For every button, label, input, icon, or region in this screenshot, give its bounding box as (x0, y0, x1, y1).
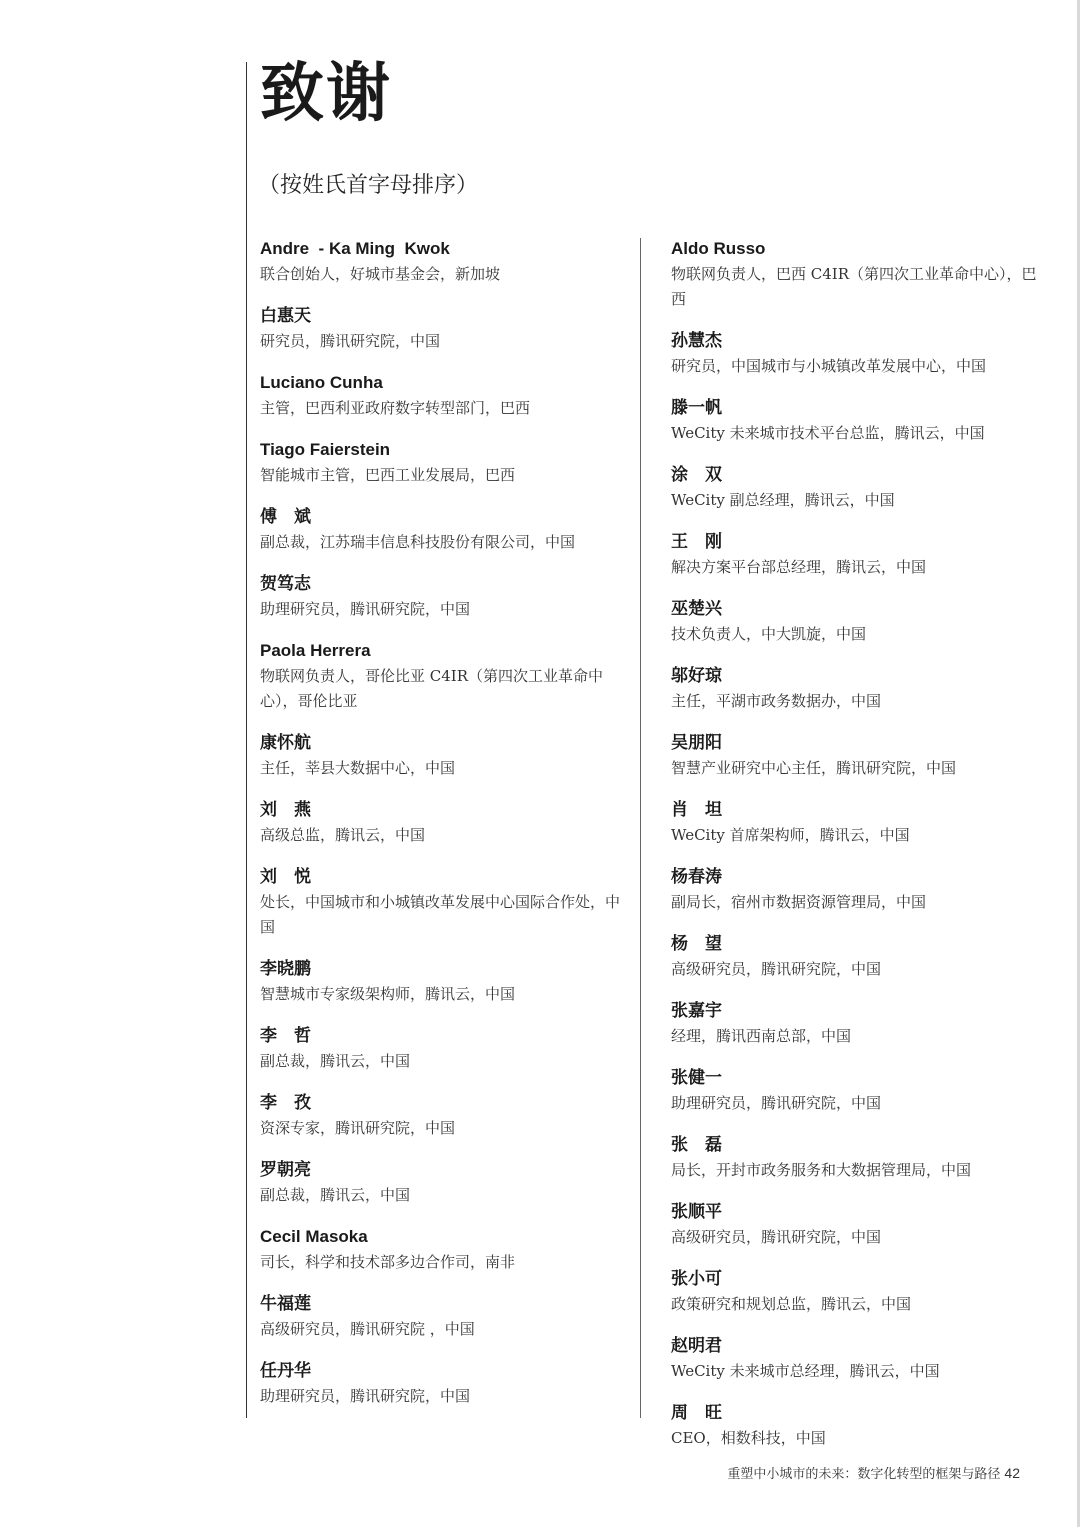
person-name: 张嘉宇 (671, 1001, 722, 1021)
person-entry (671, 1199, 1041, 1250)
person-name: 肖 坦 (671, 800, 722, 820)
person-entry (260, 638, 620, 714)
person-affiliation: CEO，相数科技，中国 (671, 1429, 826, 1447)
person-name: 康怀航 (260, 733, 311, 753)
person-name: Tiago Faierstein (260, 440, 391, 459)
person-affiliation: 智慧城市专家级架构师，腾讯云，中国 (260, 985, 516, 1003)
person-affiliation: WeCity 首席架构师，腾讯云，中国 (671, 826, 910, 844)
person-affiliation: 副总裁，腾讯云，中国 (260, 1186, 411, 1204)
person-affiliation: 高级研究员，腾讯研究院，中国 (671, 960, 882, 978)
person-name: Luciano Cunha (260, 373, 383, 392)
person-name: Paola Herrera (260, 641, 371, 660)
person-name: 李 孜 (260, 1093, 311, 1113)
person-entry (671, 328, 1041, 379)
person-name: 白惠天 (260, 306, 311, 326)
person-affiliation: 高级总监，腾讯云，中国 (260, 826, 426, 844)
person-affiliation: 助理研究员，腾讯研究院，中国 (260, 1387, 471, 1405)
person-affiliation: 主任，莘县大数据中心，中国 (260, 759, 456, 777)
person-name: 罗朝亮 (260, 1160, 311, 1180)
footer-title: 重塑中小城市的未来：数字化转型的框架与路径 (727, 1467, 1001, 1482)
person-name: 张健一 (671, 1068, 722, 1088)
person-name: 杨 望 (671, 934, 722, 954)
person-affiliation: 智慧产业研究中心主任，腾讯研究院，中国 (671, 759, 957, 777)
person-entry (671, 797, 1041, 848)
right-column (671, 236, 1041, 1467)
person-name: 涂 双 (671, 465, 722, 485)
person-affiliation: 物联网负责人，哥伦比亚 C4IR（第四次工业革命中心），哥伦比亚 (260, 667, 604, 710)
person-name: 张小可 (671, 1269, 722, 1289)
person-entry (671, 931, 1041, 982)
person-entry (671, 596, 1041, 647)
person-entry (260, 370, 620, 421)
person-affiliation: 助理研究员，腾讯研究院，中国 (671, 1094, 882, 1112)
person-name: 王 刚 (671, 532, 722, 552)
person-name: 巫楚兴 (671, 599, 722, 619)
person-entry (260, 1224, 620, 1275)
person-entry (671, 236, 1041, 312)
page-footer (727, 1463, 1020, 1482)
person-affiliation: 政策研究和规划总监，腾讯云，中国 (671, 1295, 912, 1313)
person-name: 李晓鹏 (260, 959, 311, 979)
page-title: 致谢 (260, 56, 392, 131)
person-entry (671, 864, 1041, 915)
person-entry (671, 1333, 1041, 1384)
person-affiliation: 司长，科学和技术部多边合作司，南非 (260, 1253, 516, 1271)
person-entry (671, 529, 1041, 580)
person-affiliation: 解决方案平台部总经理，腾讯云，中国 (671, 558, 927, 576)
person-name: 刘 燕 (260, 800, 311, 820)
person-affiliation: 副总裁，江苏瑞丰信息科技股份有限公司，中国 (260, 533, 576, 551)
person-name: 邬好琼 (671, 666, 722, 686)
person-entry (260, 303, 620, 354)
person-entry (260, 797, 620, 848)
person-affiliation: 联合创始人，好城市基金会，新加坡 (260, 265, 501, 283)
person-entry (671, 1132, 1041, 1183)
person-entry (260, 236, 620, 287)
person-entry (260, 1291, 620, 1342)
person-entry (260, 864, 620, 940)
person-affiliation: 技术负责人，中大凯旋，中国 (671, 625, 867, 643)
person-entry (260, 1090, 620, 1141)
person-name: 周 旺 (671, 1403, 722, 1423)
person-affiliation: 主任，平湖市政务数据办，中国 (671, 692, 882, 710)
person-entry (671, 1266, 1041, 1317)
person-entry (260, 437, 620, 488)
person-name: 赵明君 (671, 1336, 722, 1356)
person-affiliation: 助理研究员，腾讯研究院，中国 (260, 600, 471, 618)
person-name: 傅 斌 (260, 507, 311, 527)
person-entry (260, 956, 620, 1007)
person-entry (260, 1023, 620, 1074)
person-entry (671, 998, 1041, 1049)
person-name: 杨春涛 (671, 867, 722, 887)
person-name: 牛福莲 (260, 1294, 311, 1314)
person-name: 张顺平 (671, 1202, 722, 1222)
person-name: 刘 悦 (260, 867, 311, 887)
person-name: 滕一帆 (671, 398, 722, 418)
person-affiliation: 高级研究员，腾讯研究院，中国 (671, 1228, 882, 1246)
person-affiliation: WeCity 副总经理，腾讯云，中国 (671, 491, 895, 509)
person-name: Cecil Masoka (260, 1227, 368, 1246)
person-name: Aldo Russo (671, 239, 766, 258)
person-affiliation: WeCity 未来城市技术平台总监，腾讯云，中国 (671, 424, 985, 442)
person-affiliation: 副局长，宿州市数据资源管理局，中国 (671, 893, 927, 911)
page-number: 42 (1004, 1465, 1020, 1481)
column-divider (640, 238, 641, 1418)
person-entry (260, 730, 620, 781)
person-entry (671, 1065, 1041, 1116)
person-affiliation: 研究员，腾讯研究院，中国 (260, 332, 441, 350)
person-affiliation: 主管，巴西利亚政府数字转型部门，巴西 (260, 399, 531, 417)
person-name: Andre - Ka Ming Kwok (260, 239, 450, 258)
person-name: 任丹华 (260, 1361, 311, 1381)
person-name: 孙慧杰 (671, 331, 722, 351)
person-entry (260, 504, 620, 555)
left-vertical-rule (246, 62, 247, 1418)
person-entry (671, 730, 1041, 781)
person-entry (260, 571, 620, 622)
person-affiliation: 资深专家，腾讯研究院，中国 (260, 1119, 456, 1137)
person-entry (671, 395, 1041, 446)
person-entry (671, 1400, 1041, 1451)
person-entry (260, 1157, 620, 1208)
person-entry (671, 663, 1041, 714)
person-name: 张 磊 (671, 1135, 722, 1155)
person-affiliation: 高级研究员，腾讯研究院 ，中国 (260, 1320, 475, 1338)
person-affiliation: 局长，开封市政务服务和大数据管理局，中国 (671, 1161, 972, 1179)
person-affiliation: 研究员，中国城市与小城镇改革发展中心，中国 (671, 357, 987, 375)
person-name: 李 哲 (260, 1026, 311, 1046)
person-affiliation: 处长，中国城市和小城镇改革发展中心国际合作处，中国 (260, 893, 621, 936)
page-subtitle: （按姓氏首字母排序） (258, 173, 479, 198)
person-affiliation: 物联网负责人，巴西 C4IR（第四次工业革命中心），巴西 (671, 265, 1037, 308)
person-affiliation: 智能城市主管，巴西工业发展局，巴西 (260, 466, 516, 484)
person-entry (671, 462, 1041, 513)
person-name: 吴朋阳 (671, 733, 722, 753)
person-affiliation: WeCity 未来城市总经理，腾讯云，中国 (671, 1362, 940, 1380)
person-affiliation: 经理，腾讯西南总部，中国 (671, 1027, 852, 1045)
person-name: 贺笃志 (260, 574, 311, 594)
left-column (260, 236, 620, 1425)
person-entry (260, 1358, 620, 1409)
person-affiliation: 副总裁，腾讯云，中国 (260, 1052, 411, 1070)
